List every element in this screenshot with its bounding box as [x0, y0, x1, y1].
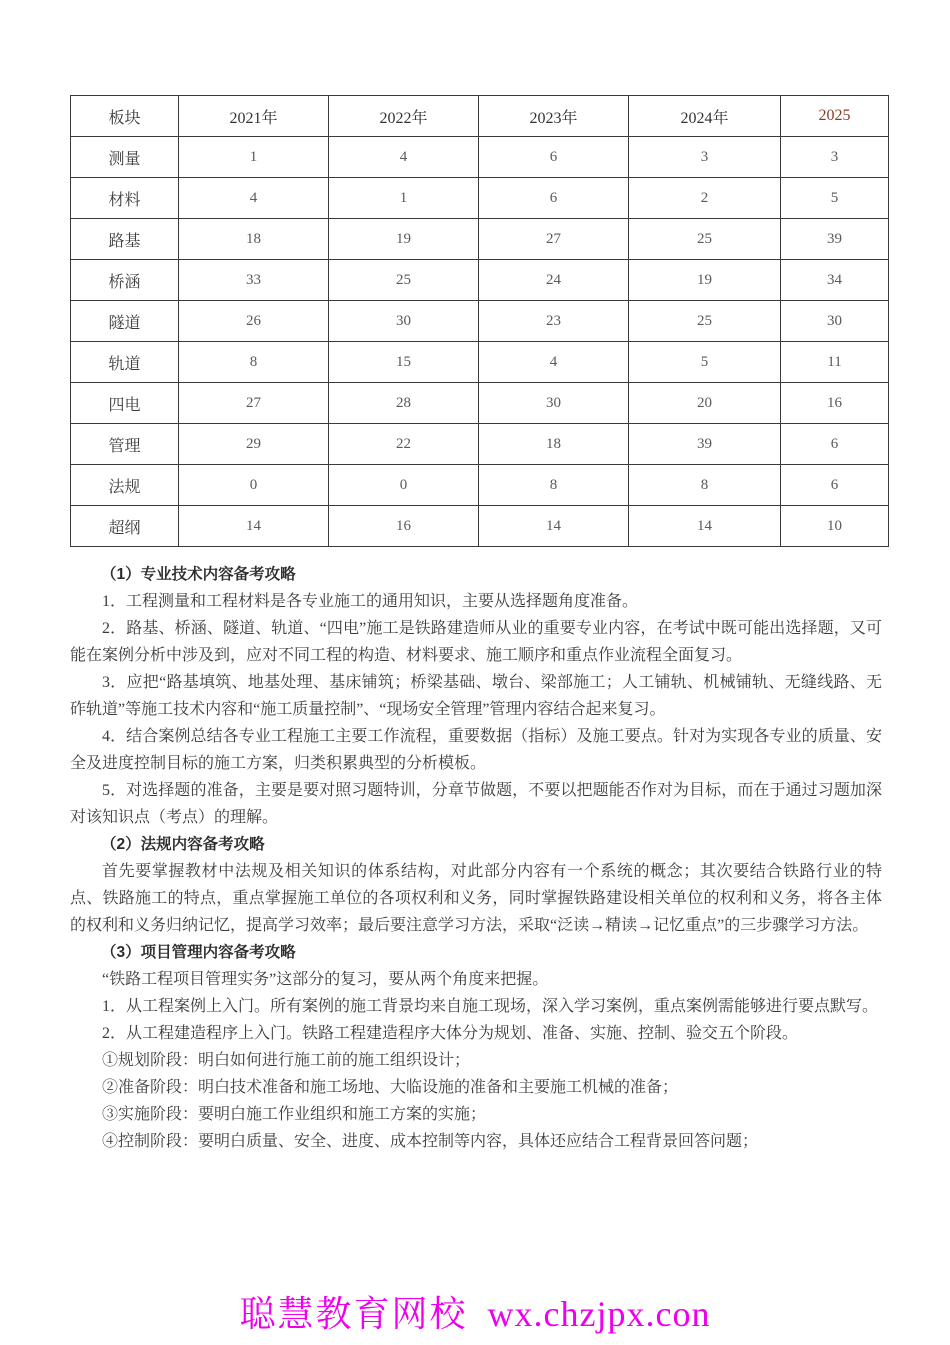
cell-value: 3 — [629, 137, 781, 178]
stats-table-body — [71, 137, 889, 547]
cell-value: 3 — [781, 137, 889, 178]
cell-value: 5 — [629, 342, 781, 383]
cell-value: 29 — [179, 424, 329, 465]
column-header-2022: 2022年 — [329, 96, 479, 137]
footer-contact: wx.chzjpx.con — [487, 1294, 711, 1334]
cell-value: 14 — [479, 506, 629, 547]
column-header-2025: 2025 — [781, 96, 889, 137]
column-header-2023: 2023年 — [479, 96, 629, 137]
paragraph: ②准备阶段：明白技术准备和施工场地、大临设施的准备和主要施工机械的准备； — [102, 1079, 679, 1096]
cell-value: 25 — [329, 260, 479, 301]
row-label: 隧道 — [71, 301, 179, 342]
cell-value: 8 — [479, 465, 629, 506]
cell-value: 25 — [629, 301, 781, 342]
row-label: 路基 — [71, 219, 179, 260]
cell-value: 30 — [479, 383, 629, 424]
row-label: 桥涵 — [71, 260, 179, 301]
cell-value: 14 — [179, 506, 329, 547]
row-label: 四电 — [71, 383, 179, 424]
cell-value: 5 — [781, 178, 889, 219]
cell-value: 1 — [329, 178, 479, 219]
table-row — [71, 219, 889, 260]
table-row — [71, 301, 889, 342]
cell-value: 10 — [781, 506, 889, 547]
table-row — [71, 178, 889, 219]
cell-value: 28 — [329, 383, 479, 424]
cell-value: 1 — [179, 137, 329, 178]
cell-value: 34 — [781, 260, 889, 301]
table-row — [71, 137, 889, 178]
cell-value: 19 — [629, 260, 781, 301]
cell-value: 30 — [781, 301, 889, 342]
cell-value: 30 — [329, 301, 479, 342]
paragraph: ③实施阶段：要明白施工作业组织和施工方案的实施； — [102, 1106, 487, 1123]
paragraph: “铁路工程项目管理实务”这部分的复习，要从两个角度来把握。 — [102, 971, 549, 988]
page-footer — [0, 1292, 950, 1336]
cell-value: 25 — [629, 219, 781, 260]
cell-value: 26 — [179, 301, 329, 342]
cell-value: 33 — [179, 260, 329, 301]
paragraph: 2．从工程建造程序上入门。铁路工程建造程序大体分为规划、准备、实施、控制、验交五个阶段。 — [102, 1025, 799, 1042]
cell-value: 19 — [329, 219, 479, 260]
cell-value: 2 — [629, 178, 781, 219]
cell-value: 23 — [479, 301, 629, 342]
row-label: 材料 — [71, 178, 179, 219]
cell-value: 22 — [329, 424, 479, 465]
cell-value: 15 — [329, 342, 479, 383]
row-label: 管理 — [71, 424, 179, 465]
cell-value: 16 — [329, 506, 479, 547]
section-heading: （3）项目管理内容备考攻略 — [101, 944, 296, 961]
section-heading: （2）法规内容备考攻略 — [101, 836, 265, 853]
cell-value: 14 — [629, 506, 781, 547]
cell-value: 4 — [179, 178, 329, 219]
cell-value: 6 — [781, 465, 889, 506]
paragraph: 1．工程测量和工程材料是各专业施工的通用知识，主要从选择题角度准备。 — [102, 593, 639, 610]
exam-stats-table — [70, 95, 889, 547]
cell-value: 11 — [781, 342, 889, 383]
paragraph: 2．路基、桥涵、隧道、轨道、“四电”施工是铁路建造师从业的重要专业内容，在考试中既可能出选择题，又可能在案例分析中涉及到，应对不同工程的构造、材料要求、施工顺序和重点作业流程全面复习。 — [70, 620, 882, 664]
cell-value: 6 — [479, 137, 629, 178]
table-row — [71, 506, 889, 547]
cell-value: 0 — [179, 465, 329, 506]
cell-value: 6 — [781, 424, 889, 465]
table-row — [71, 383, 889, 424]
column-header-2021: 2021年 — [179, 96, 329, 137]
row-label: 法规 — [71, 465, 179, 506]
column-header-2024: 2024年 — [629, 96, 781, 137]
cell-value: 18 — [479, 424, 629, 465]
cell-value: 39 — [781, 219, 889, 260]
table-row — [71, 424, 889, 465]
paragraph: 1．从工程案例上入门。所有案例的施工背景均来自施工现场，深入学习案例，重点案例需能够进行要点默写。 — [102, 998, 879, 1015]
cell-value: 20 — [629, 383, 781, 424]
paragraph: ④控制阶段：要明白质量、安全、进度、成本控制等内容，具体还应结合工程背景回答问题； — [102, 1133, 759, 1150]
table-row — [71, 465, 889, 506]
row-label: 轨道 — [71, 342, 179, 383]
cell-value: 0 — [329, 465, 479, 506]
cell-value: 4 — [329, 137, 479, 178]
cell-value: 16 — [781, 383, 889, 424]
table-row — [71, 342, 889, 383]
cell-value: 39 — [629, 424, 781, 465]
paragraph: ①规划阶段：明白如何进行施工前的施工组织设计； — [102, 1052, 471, 1069]
cell-value: 27 — [479, 219, 629, 260]
row-label: 超纲 — [71, 506, 179, 547]
column-header-section: 板块 — [71, 96, 179, 137]
paragraph: 3．应把“路基填筑、地基处理、基床铺筑；桥梁基础、墩台、梁部施工；人工铺轨、机械铺轨、无缝线路、无砟轨道”等施工技术内容和“施工质量控制”、“现场安全管理”管理内容结合起来复习。 — [70, 674, 882, 718]
cell-value: 8 — [179, 342, 329, 383]
row-label: 测量 — [71, 137, 179, 178]
paragraph: 5．对选择题的准备，主要是要对照习题特训，分章节做题，不要以把题能否作对为目标，而在于通过习题加深对该知识点（考点）的理解。 — [70, 782, 882, 826]
cell-value: 4 — [479, 342, 629, 383]
cell-value: 24 — [479, 260, 629, 301]
cell-value: 6 — [479, 178, 629, 219]
cell-value: 27 — [179, 383, 329, 424]
cell-value: 18 — [179, 219, 329, 260]
section-heading: （1）专业技术内容备考攻略 — [101, 566, 296, 583]
cell-value: 8 — [629, 465, 781, 506]
footer-brand: 聪慧教育网校 — [239, 1294, 468, 1334]
study-guide-text — [70, 561, 882, 1155]
table-row — [71, 260, 889, 301]
table-header-row — [71, 96, 889, 137]
paragraph: 4．结合案例总结各专业工程施工主要工作流程，重要数据（指标）及施工要点。针对为实现各专业的质量、安全及进度控制目标的施工方案，归类积累典型的分析模板。 — [70, 728, 882, 772]
paragraph: 首先要掌握教材中法规及相关知识的体系结构，对此部分内容有一个系统的概念；其次要结合铁路行业的特点、铁路施工的特点，重点掌握施工单位的各项权利和义务，同时掌握铁路建设相关单位的权利和义务，将各主体的权利和义务归纳记忆，提高学习效率；最后要注意学习方法，采取“泛读→精读→记忆重点”的三步骤学习方法。 — [70, 863, 882, 934]
